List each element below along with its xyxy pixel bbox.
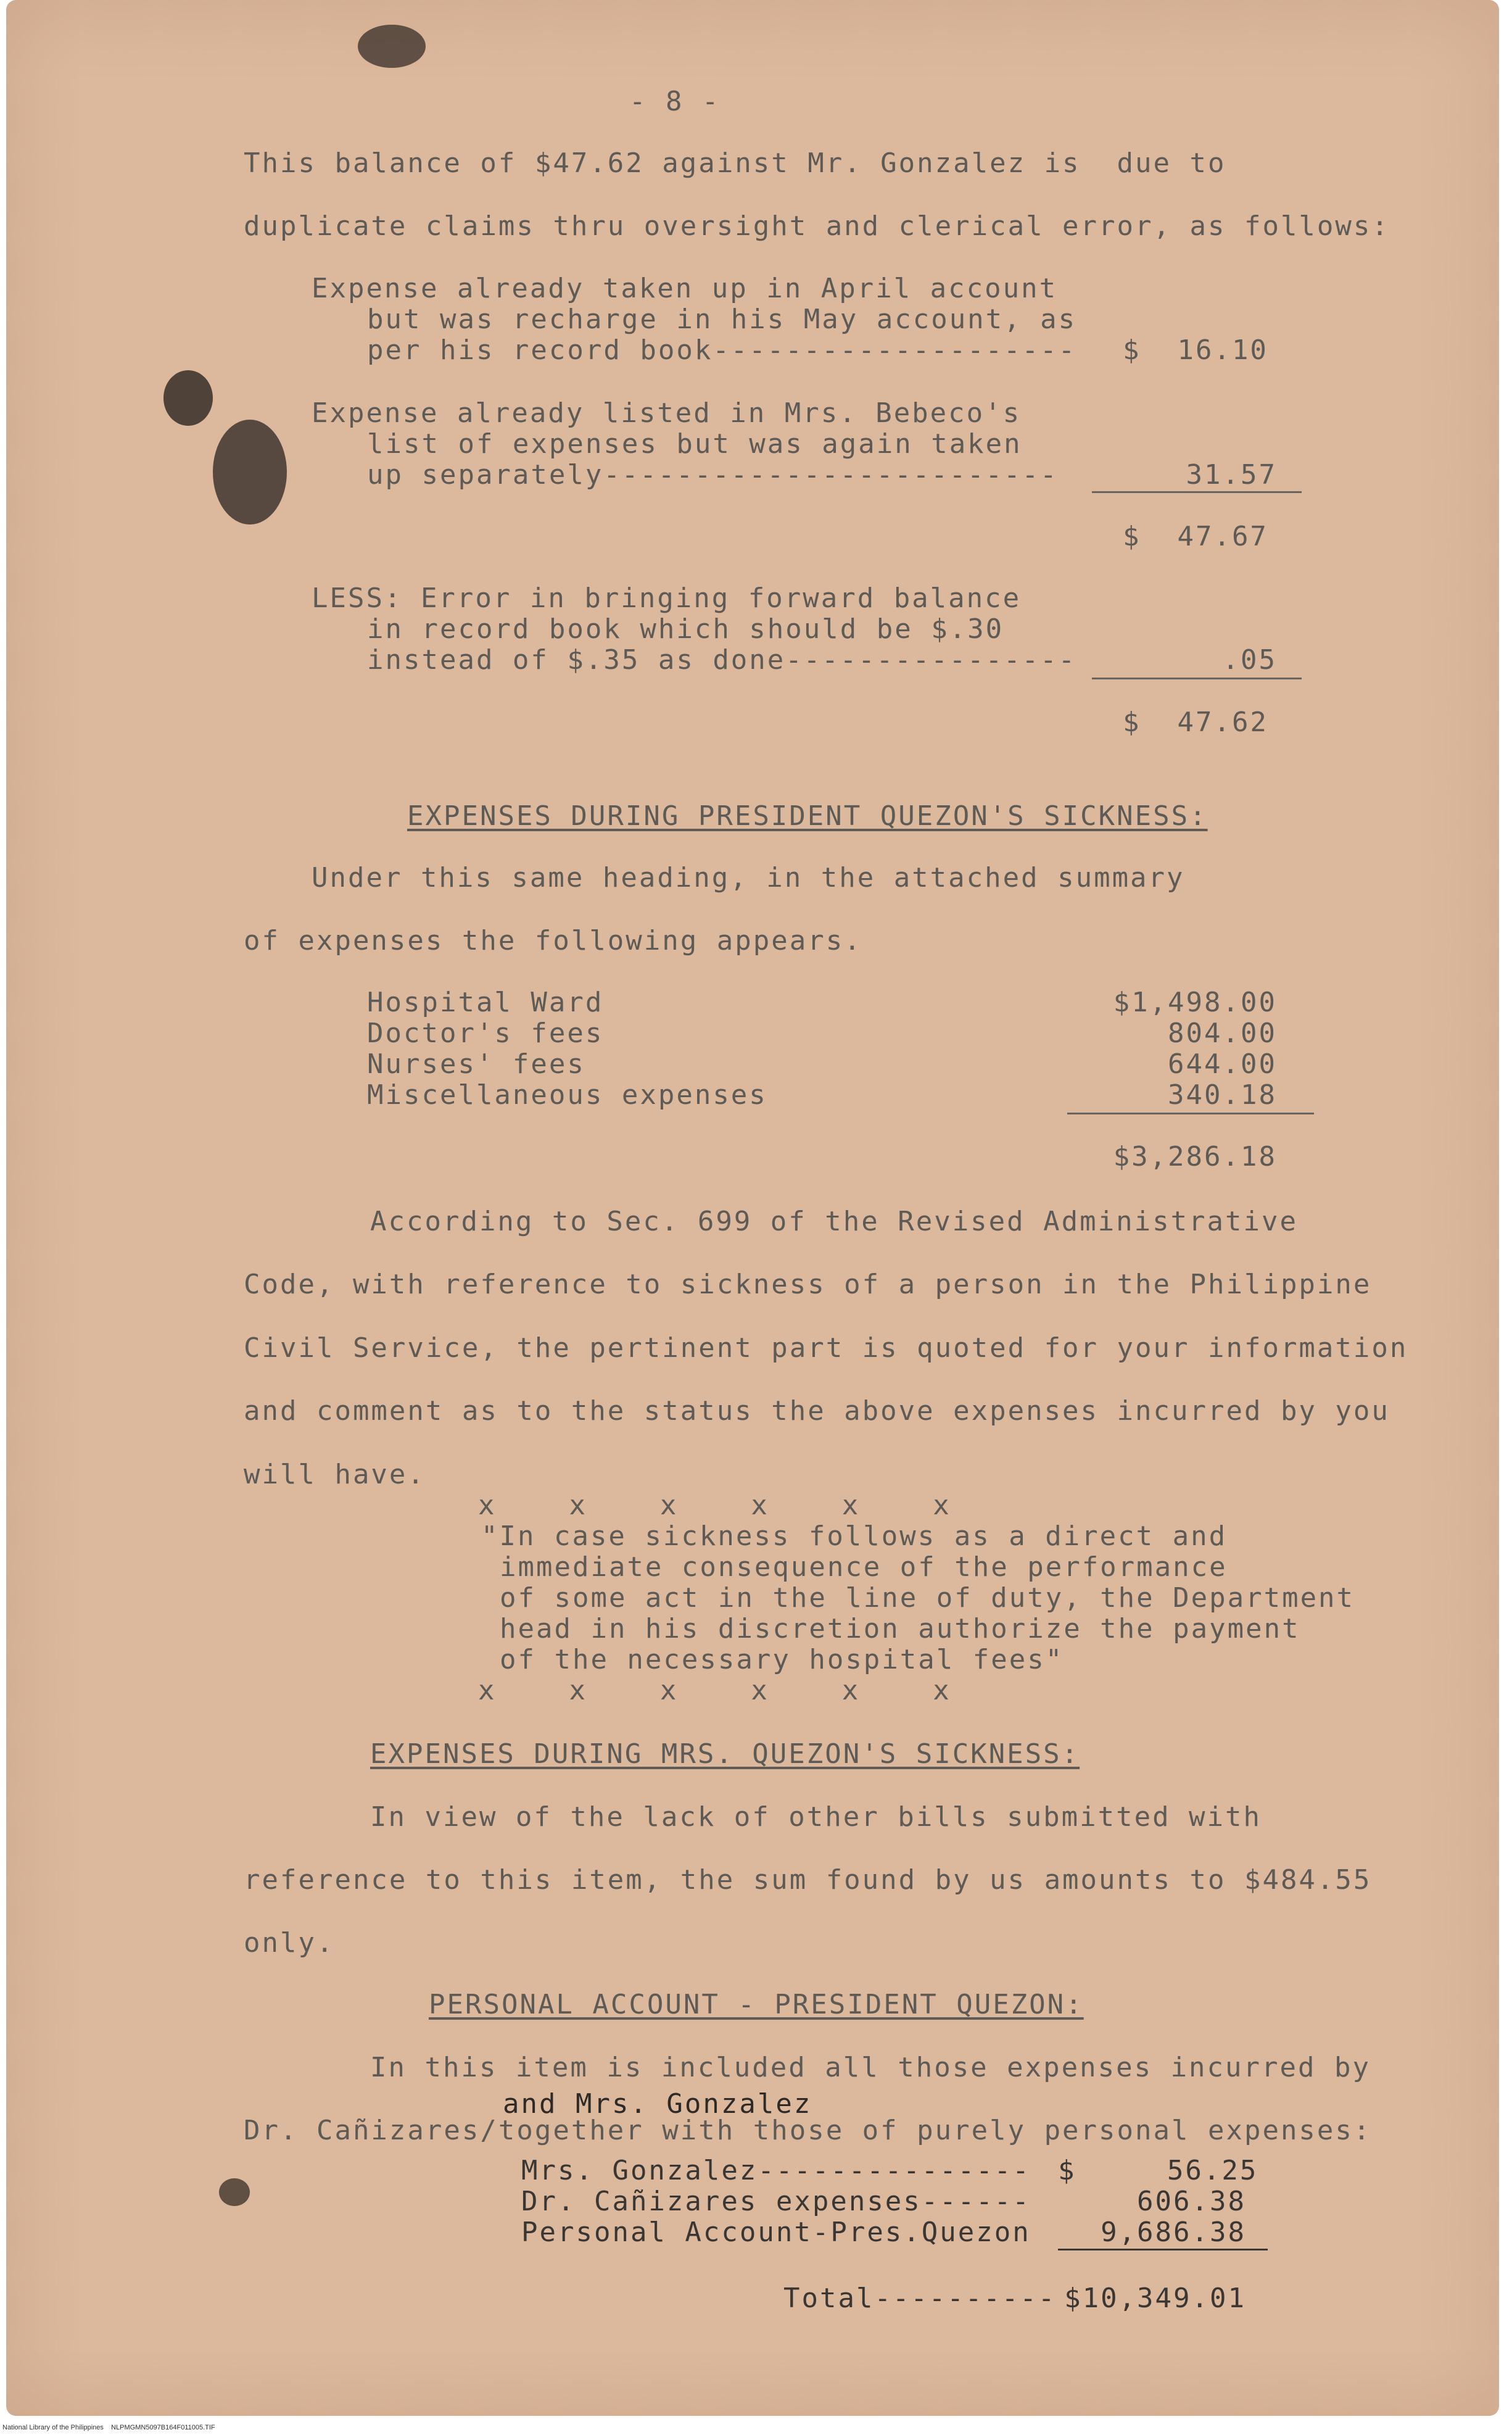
paragraph-line: Code, with reference to sickness of a person in the Philippine [244,1269,1372,1300]
quote-line: "In case sickness follows as a direct and [481,1520,1228,1552]
paragraph-line: In view of the lack of other bills submitted with [370,1801,1262,1833]
expense-label: Doctor's fees [367,1018,604,1049]
sum-rule [1058,2249,1268,2250]
expense-amount: 644.00 [1168,1048,1277,1080]
paragraph-line: Under this same heading, in the attached summary [312,862,1185,894]
subtotal: $ 47.67 [1123,521,1268,552]
account-amount: $ 56.25 [1058,2155,1258,2186]
paragraph-line: and comment as to the status the above expenses incurred by you [244,1395,1390,1427]
quote-line: head in his discretion authorize the payment [500,1613,1300,1645]
less-line: in record book which should be $.30 [367,613,1004,645]
paragraph-line: Civil Service, the pertinent part is quoted for your information [244,1332,1408,1364]
item-line: but was recharge in his May account, as [367,304,1077,335]
archive-footer: National Library of the Philippines NLPMGMN5097B164F011005.TIF [2,2424,215,2431]
sum-rule [1092,678,1302,679]
sum-rule [1092,491,1302,493]
item-line: list of expenses but was again taken [367,428,1022,460]
less-line: instead of $.35 as done---------------- [367,644,1077,676]
section-heading: EXPENSES DURING PRESIDENT QUEZON'S SICKNESS: [407,800,1208,832]
page-number: - 8 - [629,86,721,117]
account-label: Dr. Cañizares expenses------ [521,2186,1031,2217]
paragraph-line: Dr. Cañizares/together with those of purely personal expenses: [244,2115,1372,2146]
ink-stain [213,420,287,525]
expense-label: Hospital Ward [367,987,604,1018]
less-amount: .05 [1222,644,1277,676]
item-line: per his record book-------------------- [367,334,1077,366]
handwritten-insertion: and Mrs. Gonzalez [503,2088,812,2120]
ellipsis-marks: x x x x x x [478,1675,951,1706]
item-amount: 31.57 [1186,459,1277,491]
expense-label: Nurses' fees [367,1048,585,1080]
paragraph-line: only. [244,1927,335,1959]
paragraph-line: of expenses the following appears. [244,925,862,956]
paragraph-line: In this item is included all those expenses incurred by [370,2052,1371,2083]
section-heading: EXPENSES DURING MRS. QUEZON'S SICKNESS: [370,1738,1080,1770]
expense-label: Miscellaneous expenses [367,1079,767,1111]
ink-stain [163,370,213,426]
ink-stain [219,2178,250,2206]
account-label: Personal Account-Pres.Quezon [521,2217,1031,2248]
document-page [6,0,1499,2416]
item-line: up separately------------------------- [367,459,1059,491]
expense-amount: 804.00 [1168,1018,1277,1049]
expense-amount: $1,498.00 [1113,987,1277,1018]
paragraph-line: reference to this item, the sum found by us amounts to $484.55 [244,1864,1372,1896]
less-line: LESS: Error in bringing forward balance [312,583,1022,614]
grand-total-amount: $10,349.01 [1064,2283,1246,2314]
item-line: Expense already taken up in April account [312,273,1058,304]
ellipsis-marks: x x x x x x [478,1490,951,1521]
quote-line: of the necessary hospital fees" [500,1644,1064,1675]
account-amount: 606.38 [1137,2186,1246,2217]
expense-total: $3,286.18 [1113,1141,1277,1172]
item-line: Expense already listed in Mrs. Bebeco's [312,397,1022,429]
ink-stain [358,25,426,68]
sum-rule [1067,1113,1314,1114]
grand-total-label: Total---------- [783,2283,1057,2314]
paragraph-line: This balance of $47.62 against Mr. Gonzalez is due to [244,147,1226,179]
section-heading: PERSONAL ACCOUNT - PRESIDENT QUEZON: [429,1989,1084,2020]
expense-amount: 340.18 [1168,1079,1277,1111]
paragraph-line: According to Sec. 699 of the Revised Administrative [370,1206,1299,1237]
paragraph-line: duplicate claims thru oversight and clerical error, as follows: [244,210,1390,242]
net-total: $ 47.62 [1123,707,1268,738]
item-amount: $ 16.10 [1123,334,1268,366]
quote-line: of some act in the line of duty, the Department [500,1582,1355,1614]
account-label: Mrs. Gonzalez--------------- [521,2155,1031,2186]
paragraph-line: will have. [244,1459,426,1490]
quote-line: immediate consequence of the performance [500,1551,1228,1583]
account-amount: 9,686.38 [1101,2217,1246,2248]
